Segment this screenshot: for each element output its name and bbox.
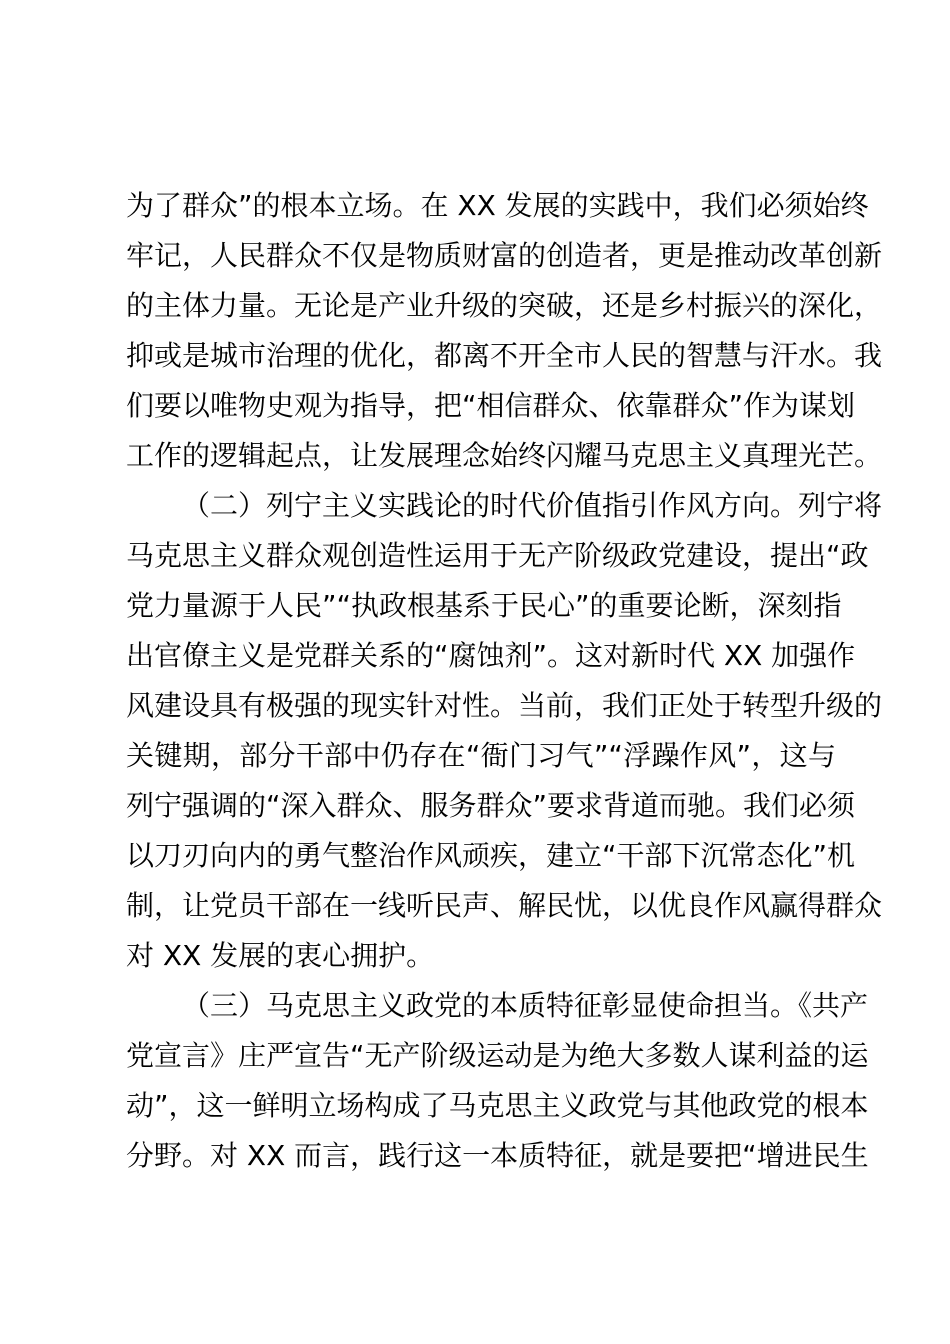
paragraph-2-line-3: 党力量源于人民”“执政根基系于民心”的重要论断，深刻指 xyxy=(126,589,842,622)
paragraph-3-line-4: 分野。对 XX 而言，践行这一本质特征，就是要把“增进民生 xyxy=(126,1139,869,1172)
paragraph-2-line-5: 风建设具有极强的现实针对性。当前，我们正处于转型升级的 xyxy=(126,689,883,722)
paragraph-1-line-1: 为了群众”的根本立场。在 XX 发展的实践中，我们必须始终 xyxy=(126,189,869,222)
paragraph-1-line-3: 的主体力量。无论是产业升级的突破，还是乡村振兴的深化， xyxy=(126,289,883,322)
paragraph-2-line-2: 马克思主义群众观创造性运用于无产阶级政党建设，提出“政 xyxy=(126,539,869,572)
paragraph-1-line-6: 工作的逻辑起点，让发展理念始终闪耀马克思主义真理光芒。 xyxy=(126,439,883,472)
paragraph-2-line-7: 列宁强调的“深入群众、服务群众”要求背道而驰。我们必须 xyxy=(126,789,856,822)
paragraph-2-line-6: 关键期，部分干部中仍存在“衙门习气”“浮躁作风”，这与 xyxy=(126,739,836,772)
paragraph-2-line-10: 对 XX 发展的衷心拥护。 xyxy=(126,939,435,972)
paragraph-2-line-9: 制，让党员干部在一线听民声、解民忧，以优良作风赢得群众 xyxy=(126,889,883,922)
paragraph-3-line-1: （三）马克思主义政党的本质特征彰显使命担当。《共产 xyxy=(182,989,869,1022)
paragraph-1-line-5: 们要以唯物史观为指导，把“相信群众、依靠群众”作为谋划 xyxy=(126,389,856,422)
paragraph-3-line-2: 党宣言》庄严宣告“无产阶级运动是为绝大多数人谋利益的运 xyxy=(126,1039,869,1072)
paragraph-3-line-3: 动”，这一鲜明立场构成了马克思主义政党与其他政党的根本 xyxy=(126,1089,869,1122)
paragraph-2-line-1: （二）列宁主义实践论的时代价值指引作风方向。列宁将 xyxy=(182,489,883,522)
paragraph-2-line-4: 出官僚主义是党群关系的“腐蚀剂”。这对新时代 XX 加强作 xyxy=(126,639,856,672)
paragraph-1-line-4: 抑或是城市治理的优化，都离不开全市人民的智慧与汗水。我 xyxy=(126,339,883,372)
paragraph-1-line-2: 牢记，人民群众不仅是物质财富的创造者，更是推动改革创新 xyxy=(126,239,883,272)
document-body xyxy=(126,181,883,1181)
paragraph-2-line-8: 以刀刃向内的勇气整治作风顽疾，建立“干部下沉常态化”机 xyxy=(126,839,856,872)
